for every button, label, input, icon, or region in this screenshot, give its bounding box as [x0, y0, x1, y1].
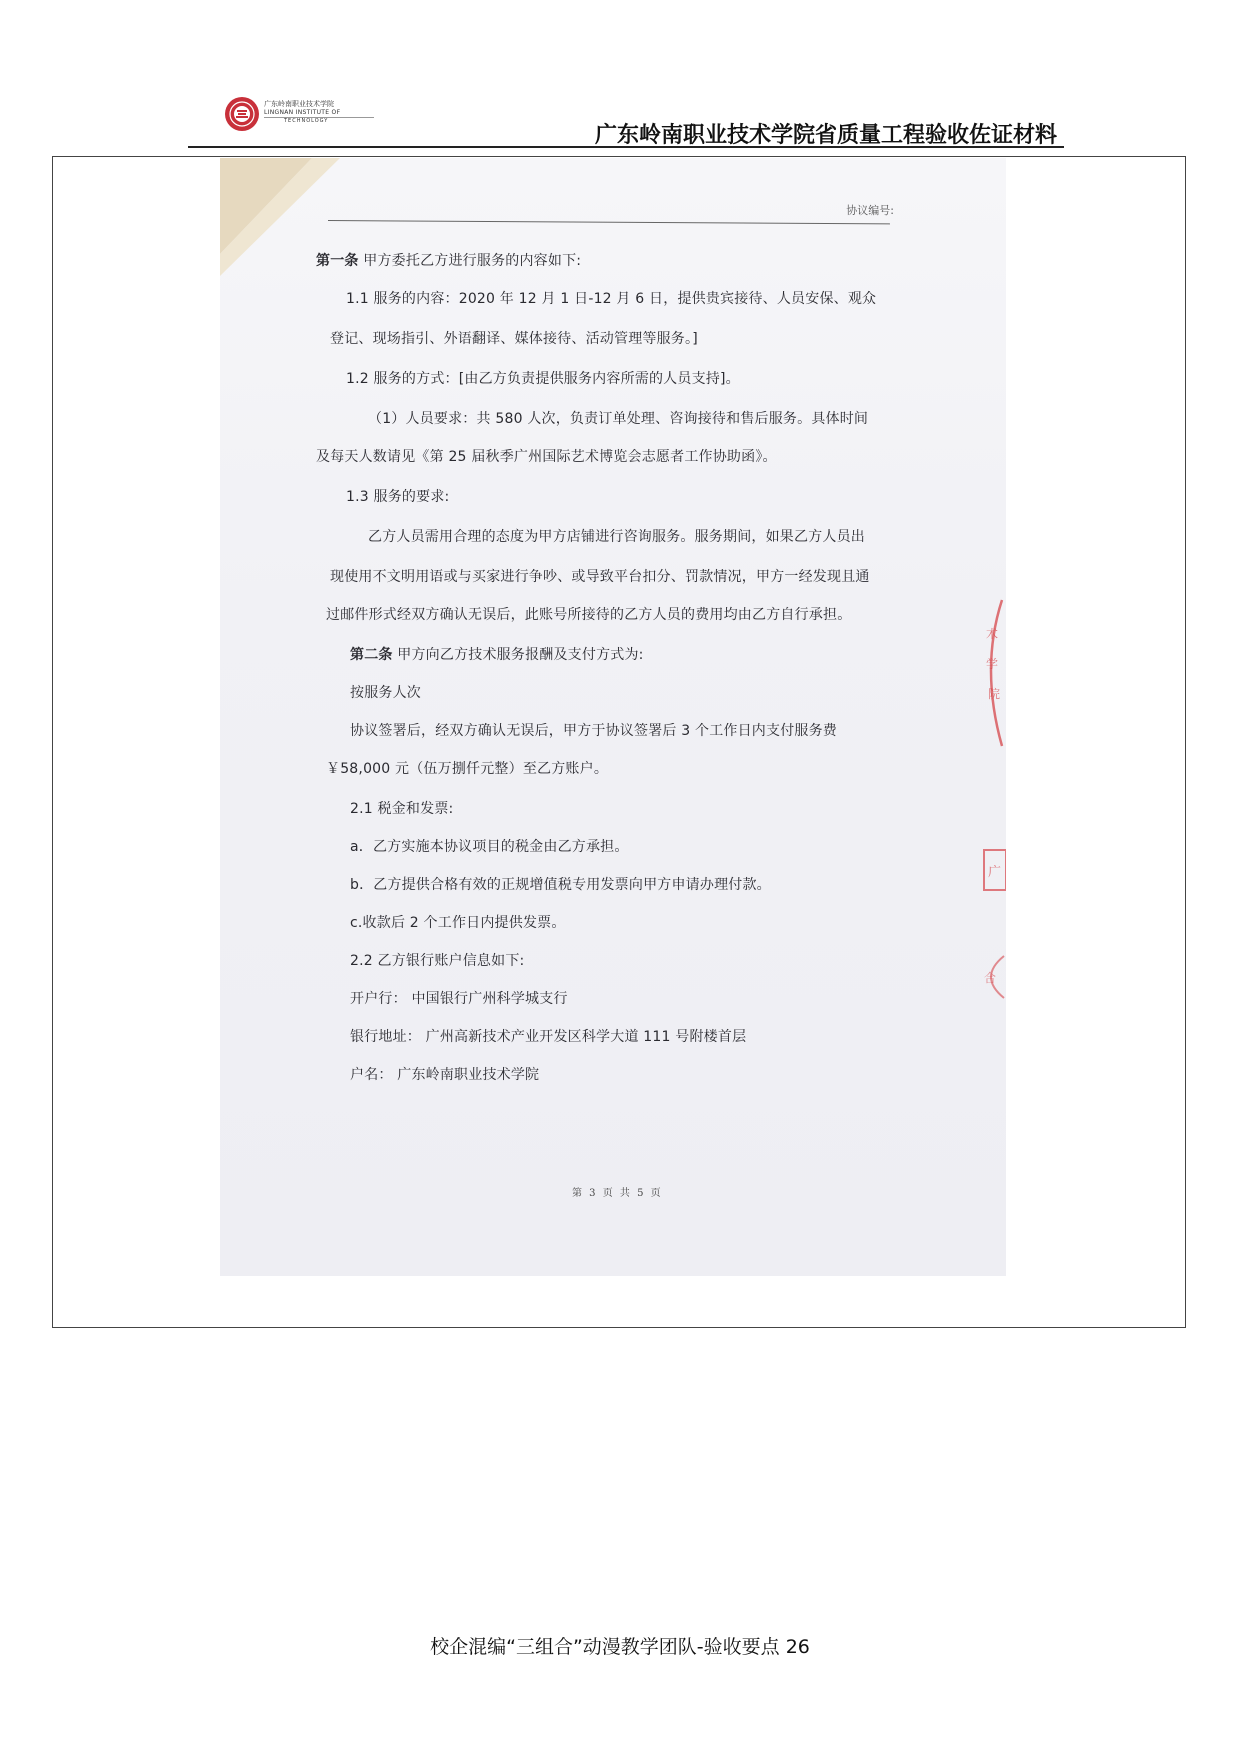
svg-text:院: 院	[988, 687, 1001, 701]
contract-line	[368, 526, 865, 546]
contract-line	[326, 758, 608, 778]
contract-line	[350, 988, 568, 1008]
contract-line-text: 按服务人次	[350, 685, 421, 701]
contract-line-text: 过邮件形式经双方确认无误后，此账号所接待的乙方人员的费用均由乙方自行承担。	[326, 607, 852, 623]
contract-line	[316, 250, 581, 270]
contract-line	[350, 798, 453, 818]
doc-page-number: 第 3 页 共 5 页	[572, 1188, 663, 1199]
contract-line-text: 及每天人数请见《第 25 届秋季广州国际艺术博览会志愿者工作协助函》。	[316, 449, 777, 465]
contract-line	[346, 368, 740, 388]
contract-line-text: c.收款后 2 个工作日内提供发票。	[350, 915, 566, 931]
contract-line-text: 甲方委托乙方进行服务的内容如下:	[363, 253, 582, 269]
logo-cn: 广东岭南职业技术学院	[264, 100, 334, 108]
svg-text:广: 广	[988, 865, 1002, 880]
contract-line-text: 乙方人员需用合理的态度为甲方店铺进行咨询服务。服务期间，如果乙方人员出	[368, 529, 865, 545]
contract-line	[346, 486, 449, 506]
contract-line	[350, 644, 644, 664]
seal-stamp-icon	[976, 598, 1006, 748]
logo-en2: TECHNOLOGY	[264, 117, 374, 125]
contract-line-text: 开户行： 中国银行广州科学城支行	[350, 991, 568, 1007]
contract-line-text: 2.2 乙方银行账户信息如下:	[350, 953, 525, 969]
contract-line	[350, 1026, 746, 1046]
contract-line-text: ￥58,000 元（伍万捌仟元整）至乙方账户。	[326, 761, 609, 777]
contract-line	[350, 874, 771, 894]
contract-line-text: 甲方向乙方技术服务报酬及支付方式为:	[397, 647, 644, 663]
svg-text:术: 术	[986, 627, 999, 641]
contract-line	[350, 720, 837, 740]
svg-text:学: 学	[986, 657, 999, 671]
logo-text	[264, 100, 374, 125]
contract-line	[350, 1064, 539, 1084]
doc-header-rule	[328, 220, 890, 224]
contract-line-text: 现使用不文明用语或与买家进行争吵、或导致平台扣分、罚款情况，甲方一经发现且通	[330, 569, 870, 585]
clause-heading: 第二条	[350, 647, 393, 663]
svg-text:合: 合	[984, 971, 997, 985]
contract-line	[350, 912, 566, 932]
contract-line-text: 户名： 广东岭南职业技术学院	[350, 1067, 540, 1083]
contract-line-text: a．乙方实施本协议项目的税金由乙方承担。	[350, 839, 629, 855]
page-title: 广东岭南职业技术学院省质量工程验收佐证材料	[594, 123, 1057, 148]
page-footer: 校企混编“三组合”动漫教学团队-验收要点 26	[430, 1636, 810, 1658]
contract-line-text: 1.2 服务的方式：[由乙方负责提供服务内容所需的人员支持]。	[346, 371, 740, 387]
contract-line	[326, 604, 851, 624]
contract-line	[350, 950, 524, 970]
contract-line	[368, 408, 868, 428]
header-divider	[188, 146, 1064, 148]
contract-line	[346, 288, 876, 308]
clause-heading: 第一条	[316, 253, 359, 269]
contract-line	[350, 682, 421, 702]
contract-line	[330, 328, 698, 348]
contract-line-text: 1.1 服务的内容：2020 年 12 月 1 日-12 月 6 日，提供贵宾接待、人员安保、观众	[346, 291, 877, 307]
contract-photo	[220, 158, 1006, 1276]
contract-line-text: 银行地址： 广州高新技术产业开发区科学大道 111 号附楼首层	[350, 1029, 747, 1045]
contract-line	[350, 836, 629, 856]
contract-page	[220, 158, 1006, 1276]
seal-stamp-icon-2	[982, 848, 1006, 892]
contract-line-text: 登记、现场指引、外语翻译、媒体接待、活动管理等服务。]	[330, 331, 698, 347]
logo-en: LINGNAN INSTITUTE OF	[264, 109, 341, 116]
contract-line-text: b．乙方提供合格有效的正规增值税专用发票向甲方申请办理付款。	[350, 877, 771, 893]
contract-line-text: 协议签署后，经双方确认无误后，甲方于协议签署后 3 个工作日内支付服务费	[350, 723, 838, 739]
contract-line	[330, 566, 870, 586]
contract-line-text: （1）人员要求：共 580 人次，负责订单处理、咨询接待和售后服务。具体时间	[368, 411, 869, 427]
contract-line-text: 1.3 服务的要求:	[346, 489, 450, 505]
contract-line	[316, 446, 777, 466]
agreement-number-label: 协议编号:	[846, 204, 894, 217]
college-logo-icon	[224, 96, 260, 132]
contract-line-text: 2.1 税金和发票:	[350, 801, 454, 817]
seal-stamp-icon-3	[976, 954, 1006, 1000]
